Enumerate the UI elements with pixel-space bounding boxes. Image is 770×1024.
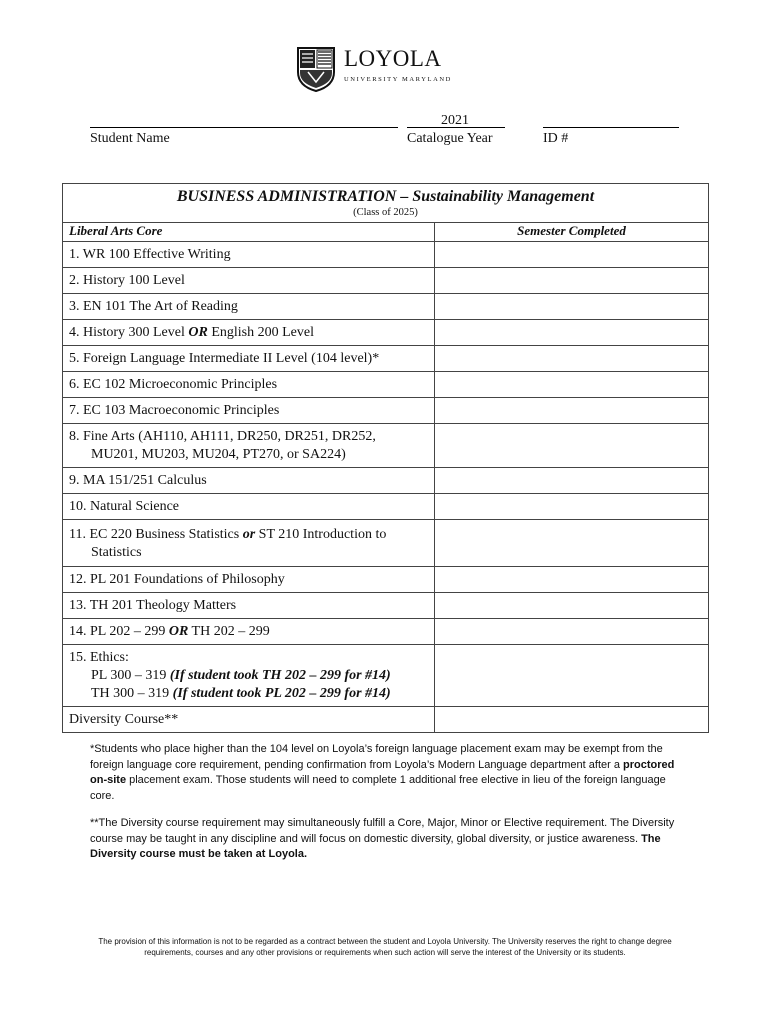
course-15-option-1 [69,667,428,685]
course-9: 9. MA 151/251 Calculus [63,468,435,494]
catalogue-year-line[interactable] [407,127,505,128]
course-5: 5. Foreign Language Intermediate II Level (104 level)* [63,346,435,372]
diversity-note [90,816,680,863]
note-1-text-2: placement exam. Those students will need to complete 1 additional free elective in lieu of the foreign language core. [90,774,666,802]
table-row [63,645,709,707]
table-row [63,424,709,468]
table-row [63,320,709,346]
course-3: 3. EN 101 The Art of Reading [63,294,435,320]
table-row [63,398,709,424]
course-15-option-2 [69,685,428,703]
class-of: (Class of 2025) [353,207,418,218]
course-8 [63,424,435,468]
course-12: 12. PL 201 Foundations of Philosophy [63,567,435,593]
id-label: ID # [543,131,569,146]
catalogue-year-label: Catalogue Year [407,131,493,146]
course-4-or: OR [188,325,208,340]
course-14-text: 14. PL 202 – 299 [69,624,169,639]
semester-cell[interactable] [435,567,709,593]
course-15-option-2-note: (If student took PL 202 – 299 for #14) [172,686,391,701]
program-title: BUSINESS ADMINISTRATION – Sustainability Management [176,188,595,205]
note-1-text: *Students who place higher than the 104 level on Loyola’s foreign language placement exam may be exempt from the foreign language core requirement, pending confirmation from Loyola’s Modern Language department after a [90,743,663,771]
course-7: 7. EC 103 Macroeconomic Principles [63,398,435,424]
course-8-line2: MU201, MU203, MU204, PT270, or SA224) [91,447,346,462]
disclaimer-footer: The provision of this information is not to be regarded as a contract between the student and Loyola University. The University reserves the right to change degree requirements, courses and any other provisions or requirements when such action will serve the interest of the University or its students. [98,937,672,957]
table-row [63,707,709,733]
footnotes [90,742,680,875]
course-14 [63,619,435,645]
diversity-course: Diversity Course** [63,707,435,733]
semester-cell[interactable] [435,398,709,424]
logo-wordmark: LOYOLA [344,46,442,71]
semester-cell[interactable] [435,593,709,619]
course-4 [63,320,435,346]
course-11-text: 11. EC 220 Business Statistics [69,527,243,542]
course-14-text-2: TH 202 – 299 [188,624,270,639]
semester-cell[interactable] [435,346,709,372]
course-4-text-2: English 200 Level [207,325,314,340]
semester-cell[interactable] [435,268,709,294]
semester-cell[interactable] [435,707,709,733]
catalogue-year-value: 2021 [441,113,469,128]
course-15 [63,645,435,707]
semester-cell[interactable] [435,494,709,520]
student-name-line[interactable] [90,127,398,128]
course-15-option-1-text: PL 300 – 319 [91,668,170,683]
table-row [63,619,709,645]
course-11-line2: Statistics [91,545,142,560]
semester-cell[interactable] [435,468,709,494]
course-11-or: or [242,527,256,542]
course-13: 13. TH 201 Theology Matters [63,593,435,619]
table-row [63,494,709,520]
semester-header: Semester Completed [435,223,709,242]
note-2-bold: The Diversity course must be taken at Loyola. [90,832,661,860]
id-line[interactable] [543,127,679,128]
table-row [63,372,709,398]
semester-cell[interactable] [435,320,709,346]
course-6: 6. EC 102 Microeconomic Principles [63,372,435,398]
student-name-label: Student Name [90,131,170,146]
table-row [63,567,709,593]
table-row [63,242,709,268]
table-row [63,346,709,372]
course-11 [63,520,435,567]
semester-cell[interactable] [435,619,709,645]
section-label: Liberal Arts Core [63,223,435,242]
semester-cell[interactable] [435,294,709,320]
crest-icon [296,46,336,92]
course-10: 10. Natural Science [63,494,435,520]
table-row [63,294,709,320]
university-logo [296,44,466,94]
semester-cell[interactable] [435,645,709,707]
course-15-option-2-text: TH 300 – 319 [91,686,173,701]
course-2: 2. History 100 Level [63,268,435,294]
table-row [63,268,709,294]
semester-cell[interactable] [435,520,709,567]
note-1-bold: proctored on-site [90,758,675,786]
semester-cell[interactable] [435,424,709,468]
course-15-option-1-note: (If student took TH 202 – 299 for #14) [169,668,391,683]
table-row [63,468,709,494]
course-14-or: OR [168,624,189,639]
requirements-table [62,183,709,733]
table-row [63,520,709,567]
semester-cell[interactable] [435,372,709,398]
course-11-text-2: ST 210 Introduction to [255,527,387,542]
foreign-language-note [90,742,680,804]
course-8-line1: 8. Fine Arts (AH110, AH111, DR250, DR251, DR252, [69,429,376,444]
logo-subtitle: UNIVERSITY MARYLAND [344,76,452,83]
note-2-text: **The Diversity course requirement may simultaneously fulfill a Core, Major, Minor or Elective requirement. The Diversity course may be taught in any discipline and will focus on domestic diversity, global diversity, or justice awareness. [90,817,675,845]
course-15-line1: 15. Ethics: [69,650,129,665]
course-1: 1. WR 100 Effective Writing [63,242,435,268]
semester-cell[interactable] [435,242,709,268]
table-title-cell [63,184,709,223]
course-4-text: 4. History 300 Level [69,325,189,340]
table-row [63,593,709,619]
